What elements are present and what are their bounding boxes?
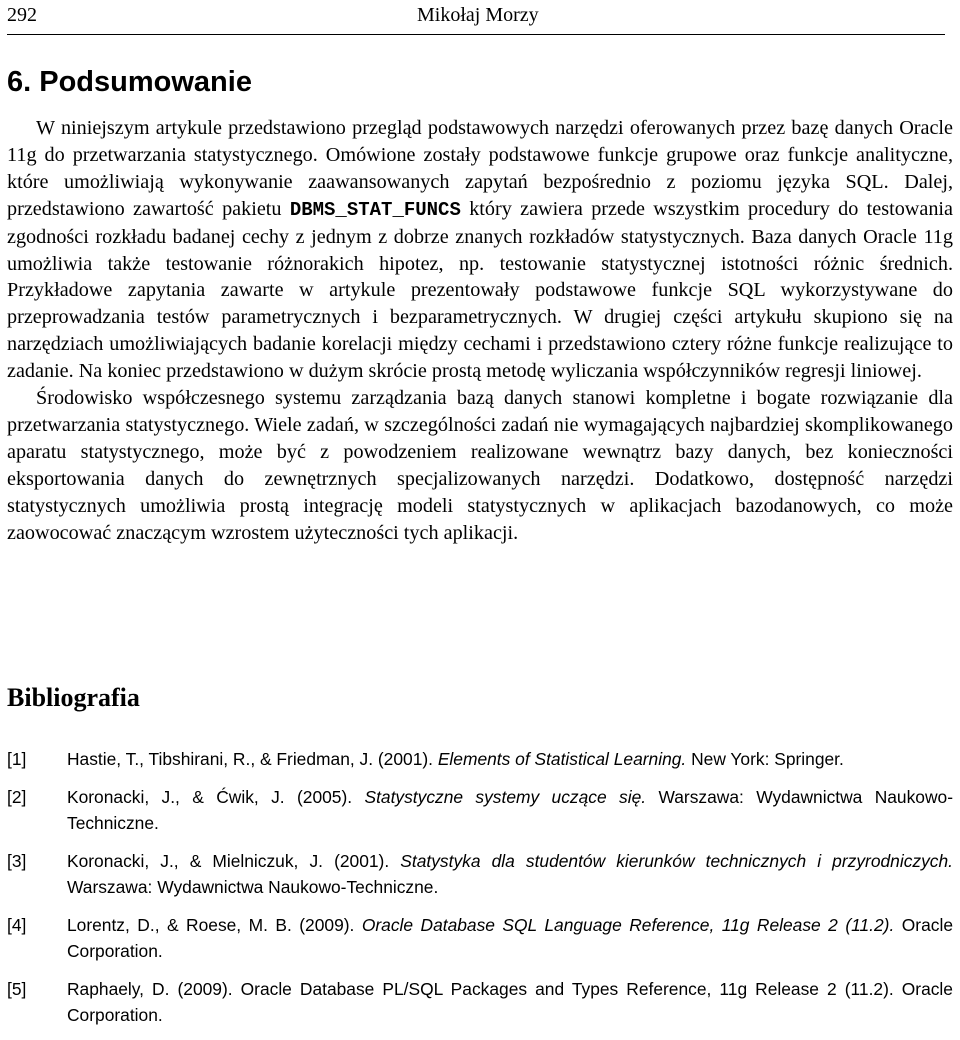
bibliography-entry [7,784,953,836]
reference-authors: Koronacki, J., & Mielniczuk, J. (2001). [67,851,390,871]
section-body [7,115,953,547]
bibliography-title: Bibliografia [7,683,140,712]
reference-label: [2] [7,787,27,807]
reference-publisher: Warszawa: Wydawnictwa Naukowo-Techniczne. [67,877,439,897]
bibliography-entry [7,912,953,964]
reference-label: [1] [7,749,27,769]
reference-label: [3] [7,851,27,871]
paragraph-1-text-a: W niniejszym artykule przedstawiono przegląd podstawowych narzędzi oferowanych przez bazę danych Oracle 11g do przetwarzania statystycznego. Omówione zostały podstawowe funkcje grupowe oraz funkcje analityczne, które umożliwiają wykonywanie zaawansowanych zapytań bezpośrednio z poziomu języka SQL. Dalej, przedstawiono zawartość pakietu [7,117,953,220]
section-title: 6. Podsumowanie [7,66,252,98]
page-number: 292 [7,4,37,26]
reference-title: Statystyka dla studentów kierunków technicznych i przyrodniczych. [400,851,953,871]
bibliography-entry [7,746,953,772]
bibliography-list [7,746,953,1040]
reference-publisher: Oracle Corporation. [67,979,953,1025]
page-header [7,0,947,34]
reference-authors: Hastie, T., Tibshirani, R., & Friedman, J. (2001). [67,749,433,769]
running-head-author: Mikołaj Morzy [417,4,539,26]
code-package-name: DBMS_STAT_FUNCS [289,198,461,221]
reference-label: [4] [7,915,27,935]
reference-publisher: Oracle Corporation. [67,915,953,961]
summary-paragraph-2: Środowisko współczesnego systemu zarządzania bazą danych stanowi kompletne i bogate rozwiązanie dla przetwarzania statystycznego. Wiele zadań, w szczególności zadań nie wymagających najbardziej skomplikowanego aparatu statystycznego, może być z powodzeniem realizowane wewnątrz bazy danych, bez konieczności eksportowania danych do zewnętrznych specjalizowanych narzędzi. Dodatkowo, dostępność narzędzi statystycznych umożliwia prostą integrację modeli statystycznych w aplikacjach bazodanowych, co może zaowocować znaczącym wzrostem użyteczności tych aplikacji. [7,387,953,544]
summary-paragraph-1 [7,115,953,385]
reference-publisher: New York: Springer. [691,749,844,769]
reference-title: Statystyczne systemy uczące się. [364,787,647,807]
reference-authors: Raphaely, D. (2009). Oracle Database PL/SQL Packages and Types Reference, 11g Release 2 (11.2). [67,979,894,999]
reference-label: [5] [7,979,27,999]
paragraph-1-text-b: który zawiera przede wszystkim procedury do testowania zgodności rozkładu badanej cechy z jednym z dobrze znanych rozkładów statystycznych. Baza danych Oracle 11g umożliwia także testowanie różnorakich hipotez, np. testowanie statystycznej istotności różnic średnich. Przykładowe zapytania zawarte w artykule prezentowały podstawowe funkcje SQL wykorzystywane do przeprowadzania testów parametrycznych i bezparametrycznych. W drugiej części artykułu skupiono się na narzędziach umożliwiających badanie korelacji między cechami i przedstawiono cztery różne funkcje realizujące to zadanie. Na koniec przedstawiono w dużym skrócie prostą metodę wyliczania współczynników regresji liniowej. [7,197,953,383]
reference-title: Elements of Statistical Learning. [437,749,687,769]
reference-authors: Koronacki, J., & Ćwik, J. (2005). [67,787,353,807]
bibliography-entry [7,976,953,1028]
reference-authors: Lorentz, D., & Roese, M. B. (2009). [67,915,355,935]
bibliography-entry [7,848,953,900]
reference-publisher: Warszawa: Wydawnictwa Naukowo-Techniczne. [67,787,953,833]
header-rule [7,34,945,35]
reference-title: Oracle Database SQL Language Reference, 11g Release 2 (11.2). [361,915,895,935]
